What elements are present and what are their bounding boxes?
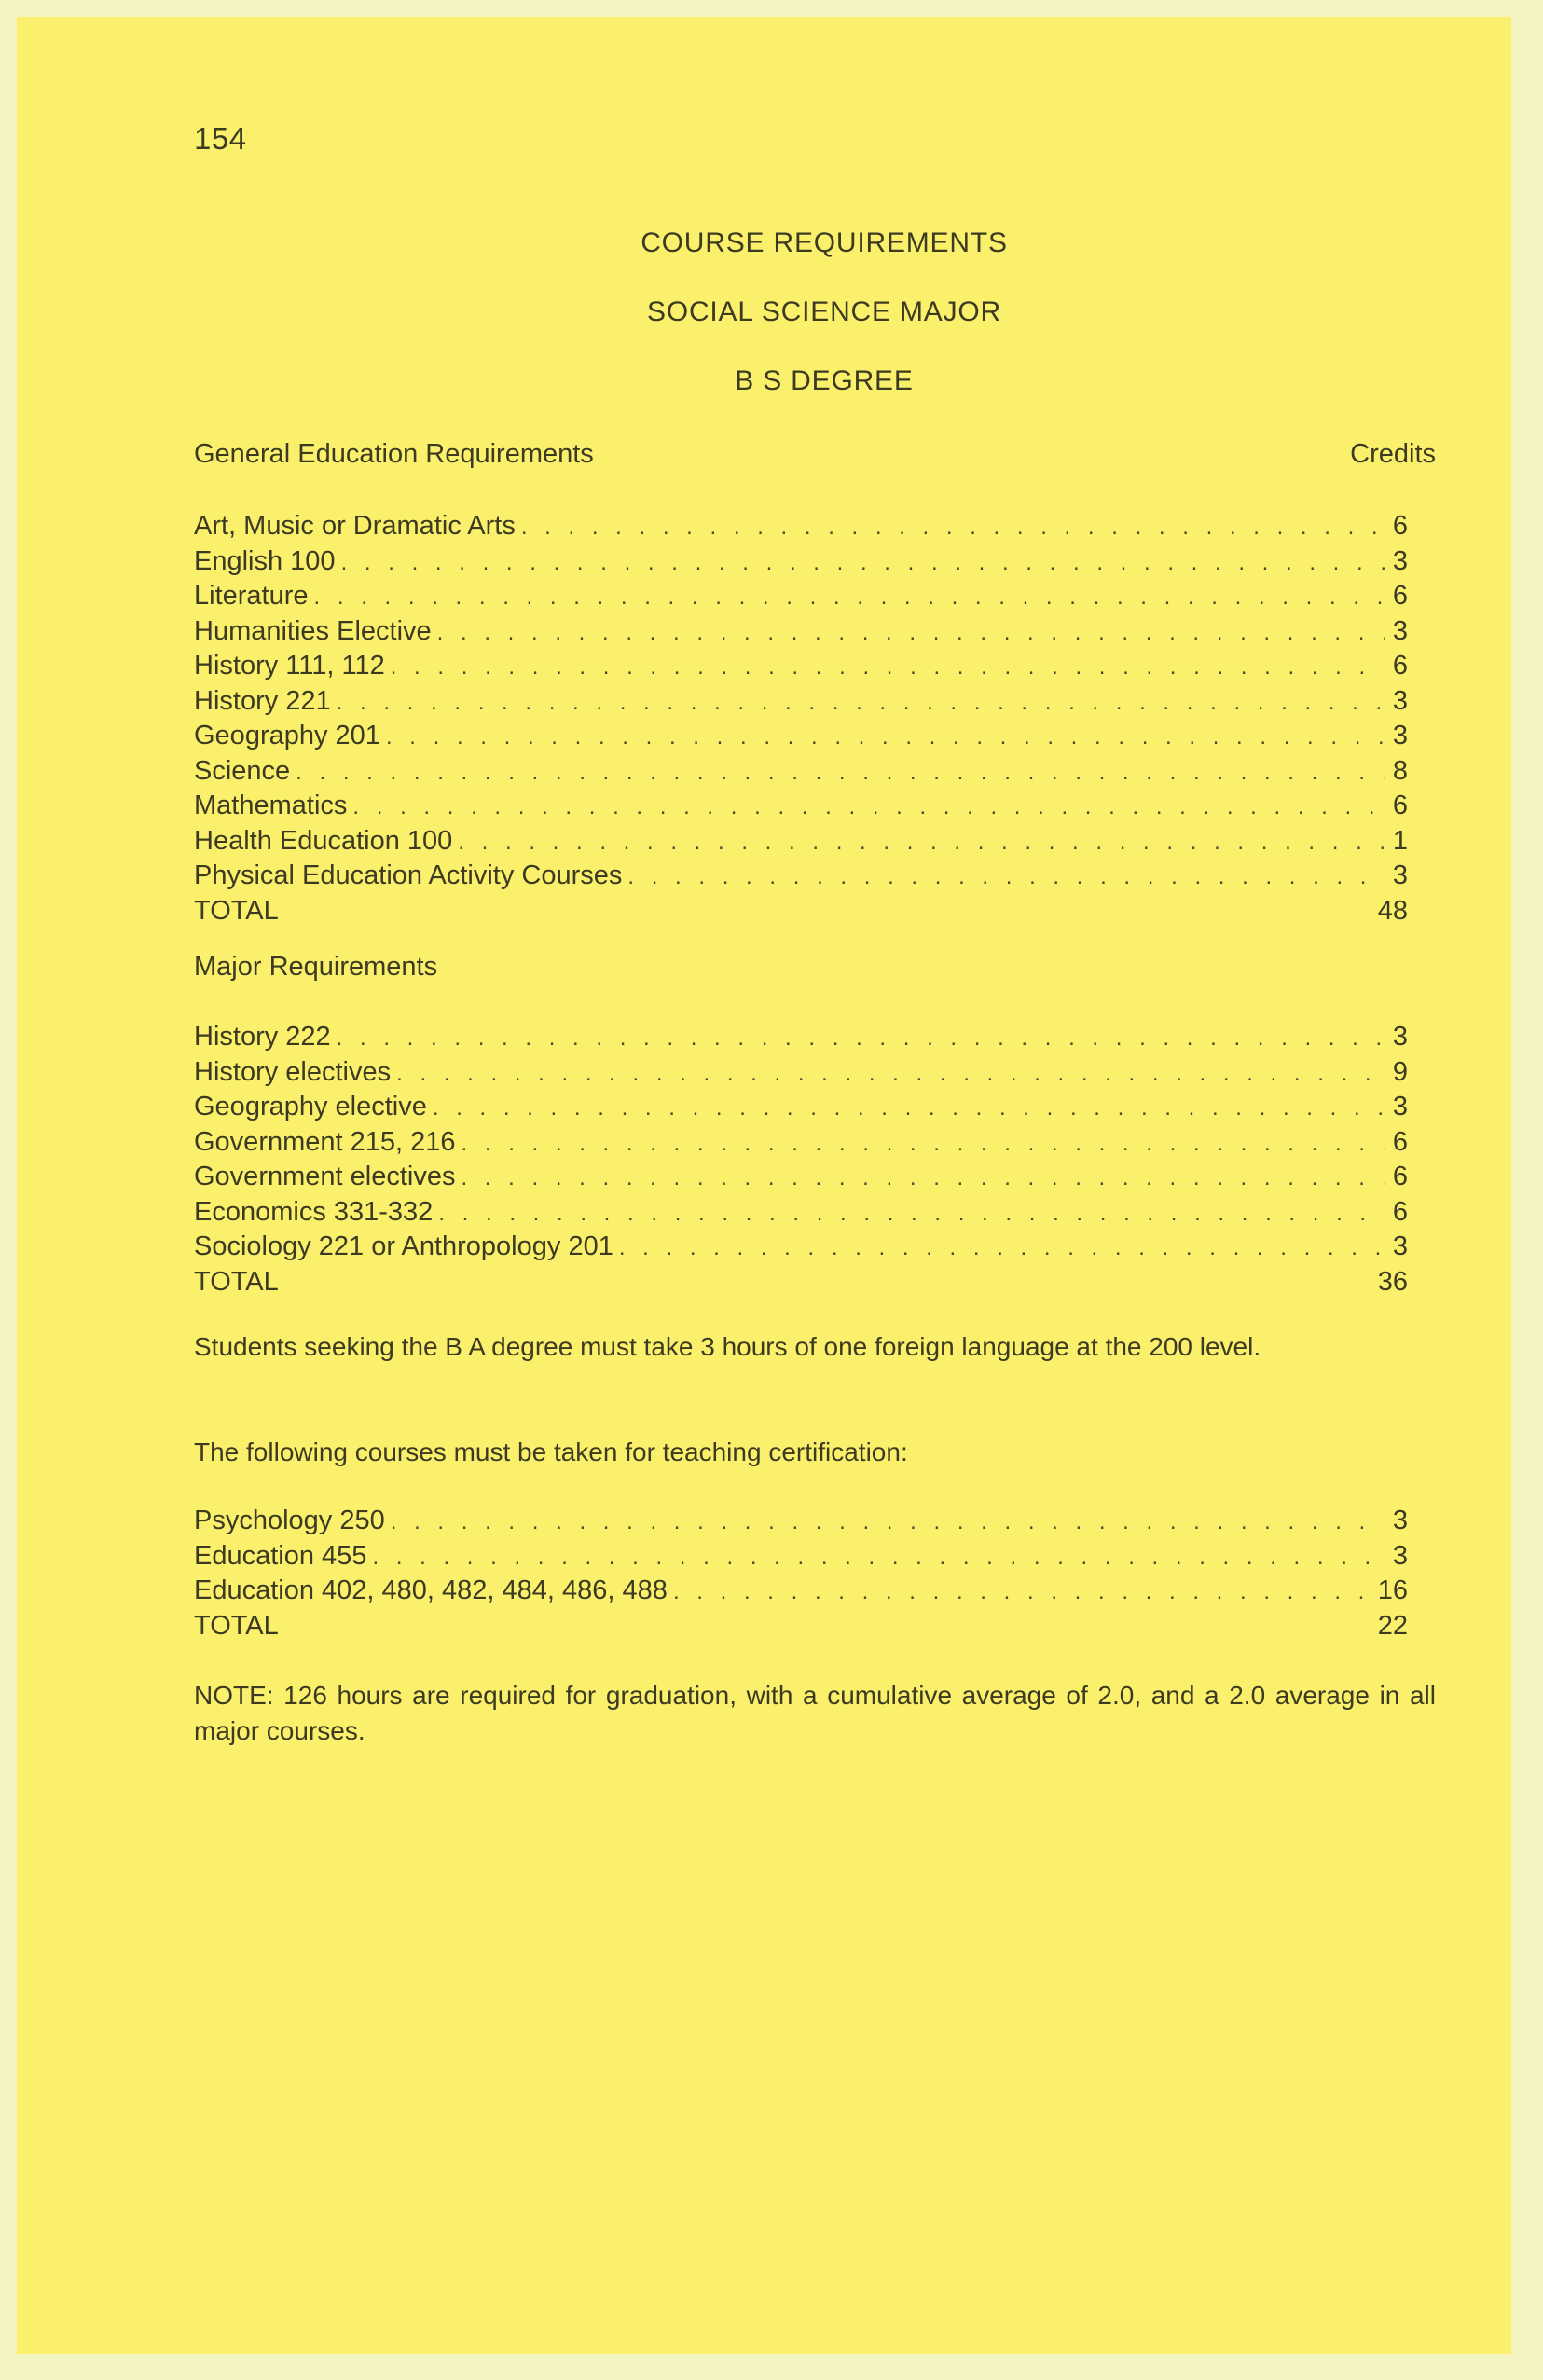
certification-list (194, 1506, 1408, 1645)
course-credits: 9 (1392, 1056, 1408, 1087)
course-credits: 3 (1392, 545, 1408, 576)
list-item (194, 1022, 1408, 1057)
total-row (194, 896, 1408, 931)
dot-leader (458, 830, 1385, 856)
course-label: Education 455 (194, 1540, 367, 1571)
list-item (194, 826, 1408, 861)
total-row (194, 1611, 1408, 1646)
dot-leader (337, 690, 1385, 716)
dot-leader (438, 1201, 1385, 1227)
list-item (194, 756, 1408, 791)
course-label: History electives (194, 1056, 392, 1087)
course-credits: 3 (1392, 1506, 1408, 1535)
course-label: Art, Music or Dramatic Arts (194, 511, 516, 541)
course-credits: 3 (1392, 1540, 1408, 1571)
list-item (194, 511, 1408, 546)
course-credits: 6 (1392, 511, 1408, 541)
course-label: History 222 (194, 1022, 331, 1052)
ba-degree-note: Students seeking the B A degree must take 3 hours of one foreign language at the 200 level. (194, 1332, 1261, 1361)
certification-intro: The following courses must be taken for teaching certification: (194, 1438, 908, 1466)
course-label: Government 215, 216 (194, 1126, 456, 1157)
dot-leader (391, 654, 1385, 681)
list-item (194, 1231, 1408, 1267)
dot-leader (372, 1545, 1385, 1571)
page-number: 154 (194, 121, 247, 156)
dot-leader (461, 1165, 1385, 1191)
course-label: Literature (194, 581, 309, 611)
course-credits: 1 (1392, 825, 1408, 856)
dot-leader (396, 1061, 1385, 1087)
general-requirements-list (194, 511, 1408, 930)
course-credits: 6 (1392, 581, 1408, 611)
total-value: 22 (1377, 1610, 1408, 1641)
dot-leader (521, 515, 1385, 541)
list-item (194, 1127, 1408, 1162)
list-item (194, 1197, 1408, 1232)
list-item (194, 1575, 1408, 1611)
title-course-requirements: COURSE REQUIREMENTS (641, 227, 1008, 258)
dot-leader (386, 724, 1385, 750)
course-credits: 3 (1392, 1092, 1408, 1121)
course-label: English 100 (194, 545, 336, 576)
course-label: Geography 201 (194, 721, 380, 750)
document-page (17, 17, 1511, 2354)
list-item (194, 1506, 1408, 1541)
dot-leader (341, 550, 1385, 576)
course-credits: 6 (1392, 1162, 1408, 1191)
major-requirements-heading: Major Requirements (194, 952, 438, 982)
course-label: History 221 (194, 685, 331, 716)
title-major: SOCIAL SCIENCE MAJOR (647, 296, 1001, 327)
total-value: 48 (1377, 895, 1408, 926)
course-credits: 6 (1392, 651, 1408, 681)
list-item (194, 721, 1408, 756)
list-item (194, 546, 1408, 582)
dot-leader (627, 864, 1385, 890)
course-label: Humanities Elective (194, 615, 432, 646)
title-degree: B S DEGREE (735, 365, 914, 396)
course-credits: 8 (1392, 755, 1408, 786)
total-row (194, 1267, 1408, 1302)
dot-leader (296, 760, 1385, 786)
course-credits: 6 (1392, 791, 1408, 820)
graduation-note: NOTE: 126 hours are required for graduation, with a cumulative average of 2.0, and a 2.0 average in all major courses. (194, 1681, 1436, 1745)
course-label: Mathematics (194, 791, 348, 820)
course-label: Physical Education Activity Courses (194, 860, 623, 890)
course-credits: 3 (1392, 860, 1408, 890)
dot-leader (391, 1509, 1385, 1535)
list-item (194, 581, 1408, 616)
course-label: Geography elective (194, 1092, 427, 1121)
dot-leader (673, 1579, 1374, 1605)
general-requirements-heading: General Education Requirements (194, 439, 594, 469)
list-item (194, 1541, 1408, 1576)
course-credits: 3 (1392, 685, 1408, 716)
course-credits: 3 (1392, 615, 1408, 646)
course-credits: 3 (1392, 1022, 1408, 1052)
dot-leader (337, 1025, 1385, 1052)
dot-leader (314, 585, 1385, 611)
list-item (194, 1162, 1408, 1197)
course-label: Sociology 221 or Anthropology 201 (194, 1231, 613, 1261)
list-item (194, 1057, 1408, 1093)
course-credits: 6 (1392, 1196, 1408, 1227)
course-label: Health Education 100 (194, 825, 453, 856)
credits-heading: Credits (1350, 439, 1436, 469)
total-label: TOTAL (194, 1610, 279, 1641)
list-item (194, 686, 1408, 722)
course-label: History 111, 112 (194, 651, 385, 681)
dot-leader (462, 1131, 1385, 1157)
course-label: Science (194, 755, 291, 786)
total-label: TOTAL (194, 895, 279, 926)
course-credits: 3 (1392, 1231, 1408, 1261)
list-item (194, 651, 1408, 686)
course-credits: 16 (1377, 1575, 1408, 1605)
list-item (194, 616, 1408, 652)
list-item (194, 1092, 1408, 1127)
total-label: TOTAL (194, 1266, 279, 1297)
course-label: Education 402, 480, 482, 484, 486, 488 (194, 1575, 668, 1605)
dot-leader (437, 620, 1385, 646)
total-value: 36 (1377, 1266, 1408, 1297)
dot-leader (352, 794, 1385, 820)
course-credits: 6 (1392, 1126, 1408, 1157)
course-label: Government electives (194, 1162, 456, 1191)
course-credits: 3 (1392, 721, 1408, 750)
course-label: Economics 331-332 (194, 1196, 434, 1227)
list-item (194, 791, 1408, 826)
dot-leader (619, 1235, 1385, 1261)
list-item (194, 860, 1408, 896)
dot-leader (433, 1095, 1385, 1121)
course-label: Psychology 250 (194, 1506, 385, 1535)
major-requirements-list (194, 1022, 1408, 1301)
